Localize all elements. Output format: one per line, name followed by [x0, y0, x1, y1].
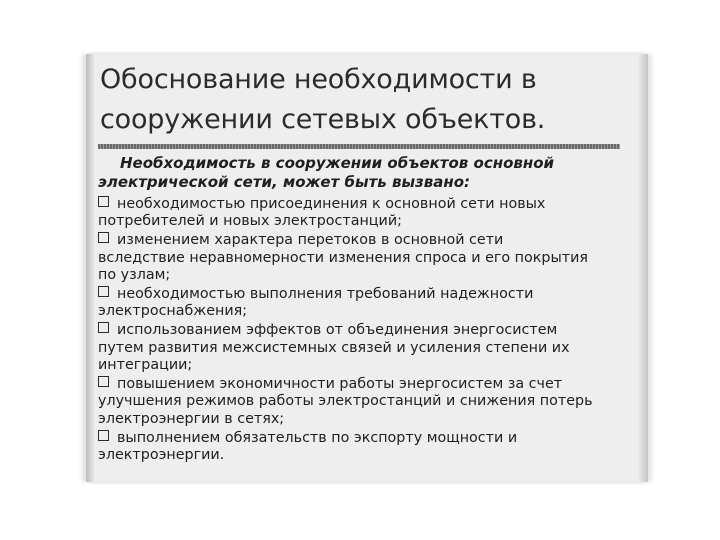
item-line: электроэнергии.: [98, 447, 225, 464]
lead-paragraph: [98, 154, 638, 192]
item-line: использованием эффектов от объединения энергосистем: [117, 322, 558, 339]
checkbox-square-icon: [98, 286, 109, 297]
title-line-1: Обоснование необходимости в: [100, 64, 537, 95]
list-item: [98, 196, 638, 231]
checkbox-square-icon: [98, 232, 109, 243]
lead-line-2: электрической сети, может быть вызвано:: [98, 173, 471, 191]
item-line: изменением характера перетоков в основной сети: [117, 232, 504, 249]
item-line: электроэнергии в сетях;: [98, 410, 285, 427]
title-divider: [98, 144, 620, 149]
list-item: [98, 232, 638, 284]
checkbox-square-icon: [98, 430, 109, 441]
item-line: необходимостью выполнения требований надежности: [117, 286, 534, 303]
page-body: [98, 154, 638, 466]
item-line: путем развития межсистемных связей и усиления степени их: [98, 339, 570, 356]
title-line-2: сооружении сетевых объектов.: [100, 104, 546, 135]
item-line: выполнением обязательств по экспорту мощности и: [117, 429, 518, 446]
item-line: электроснабжения;: [98, 303, 248, 320]
lead-line-1: Необходимость в сооружении объектов основной: [120, 154, 555, 172]
reasons-list: [98, 196, 638, 465]
list-item: [98, 286, 638, 321]
scan-right-shadow: [638, 54, 648, 482]
item-line: повышением экономичности работы энергосистем за счет: [117, 376, 563, 393]
checkbox-square-icon: [98, 196, 109, 207]
checkbox-square-icon: [98, 376, 109, 387]
list-item: [98, 430, 638, 465]
checkbox-square-icon: [98, 322, 109, 333]
slide-title: [100, 60, 620, 140]
scan-left-shadow: [86, 54, 94, 482]
item-line: интеграции;: [98, 357, 193, 374]
scanned-page: [86, 54, 648, 482]
list-item: [98, 322, 638, 374]
item-line: необходимостью присоединения к основной сети новых: [117, 196, 546, 212]
item-line: по узлам;: [98, 267, 171, 284]
item-line: улучшения режимов работы электростанций и снижения потерь: [98, 393, 593, 410]
list-item: [98, 376, 638, 428]
item-line: потребителей и новых электростанций;: [98, 213, 402, 230]
item-line: вследствие неравномерности изменения спроса и его покрытия: [98, 249, 588, 266]
